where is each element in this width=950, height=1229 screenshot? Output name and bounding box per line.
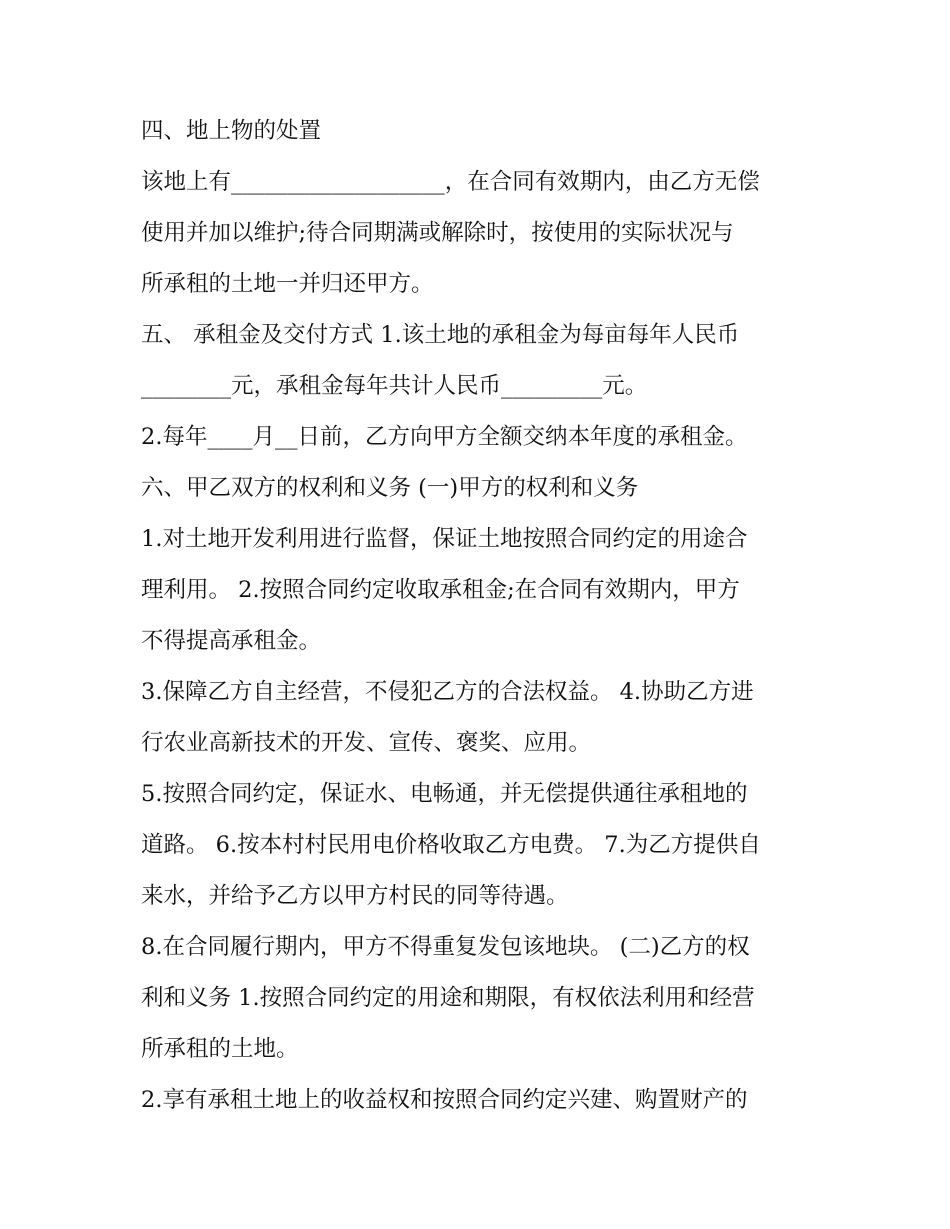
text-line: 行农业高新技术的开发、宣传、褒奖、应用。 xyxy=(141,730,592,756)
text-line: 使用并加以维护;待合同期满或解除时，按使用的实际状况与 xyxy=(141,220,734,246)
text-line: 2.每年____月__日前，乙方向甲方全额交纳本年度的承租金。 xyxy=(141,424,748,450)
text-line: 3.保障乙方自主经营，不侵犯乙方的合法权益。 4.协助乙方进 xyxy=(141,679,754,705)
section-heading-5: 五、 承租金及交付方式 1.该土地的承租金为每亩每年人民币 xyxy=(141,322,740,348)
text-line: 所承租的土地一并归还甲方。 xyxy=(141,271,434,297)
text-line: 利和义务 1.按照合同约定的用途和期限，有权依法利用和经营 xyxy=(141,985,755,1011)
text-line: 5.按照合同约定，保证水、电畅通，并无偿提供通往承租地的 xyxy=(141,781,748,807)
text-line: 8.在合同履行期内，甲方不得重复发包该地块。 (二)乙方的权 xyxy=(141,934,750,960)
text-line: 不得提高承租金。 xyxy=(141,628,322,654)
text-line: 2.享有承租土地上的收益权和按照合同约定兴建、购置财产的 xyxy=(141,1087,748,1113)
section-heading-4: 四、地上物的处置 xyxy=(141,118,322,144)
text-line: 理利用。 2.按照合同约定收取承租金;在合同有效期内，甲方 xyxy=(141,577,740,603)
text-line: 道路。 6.按本村村民用电价格收取乙方电费。 7.为乙方提供自 xyxy=(141,832,761,858)
text-line: ________元，承租金每年共计人民币_________元。 xyxy=(141,373,648,399)
section-heading-6: 六、甲乙双方的权利和义务 (一)甲方的权利和义务 xyxy=(141,475,639,501)
text-line: 来水，并给予乙方以甲方村民的同等待遇。 xyxy=(141,883,569,909)
text-line: 该地上有___________________，在合同有效期内，由乙方无偿 xyxy=(141,169,760,195)
text-line: 所承租的土地。 xyxy=(141,1036,299,1062)
text-line: 1.对土地开发利用进行监督，保证土地按照合同约定的用途合 xyxy=(141,526,748,552)
contract-text xyxy=(141,106,821,1126)
